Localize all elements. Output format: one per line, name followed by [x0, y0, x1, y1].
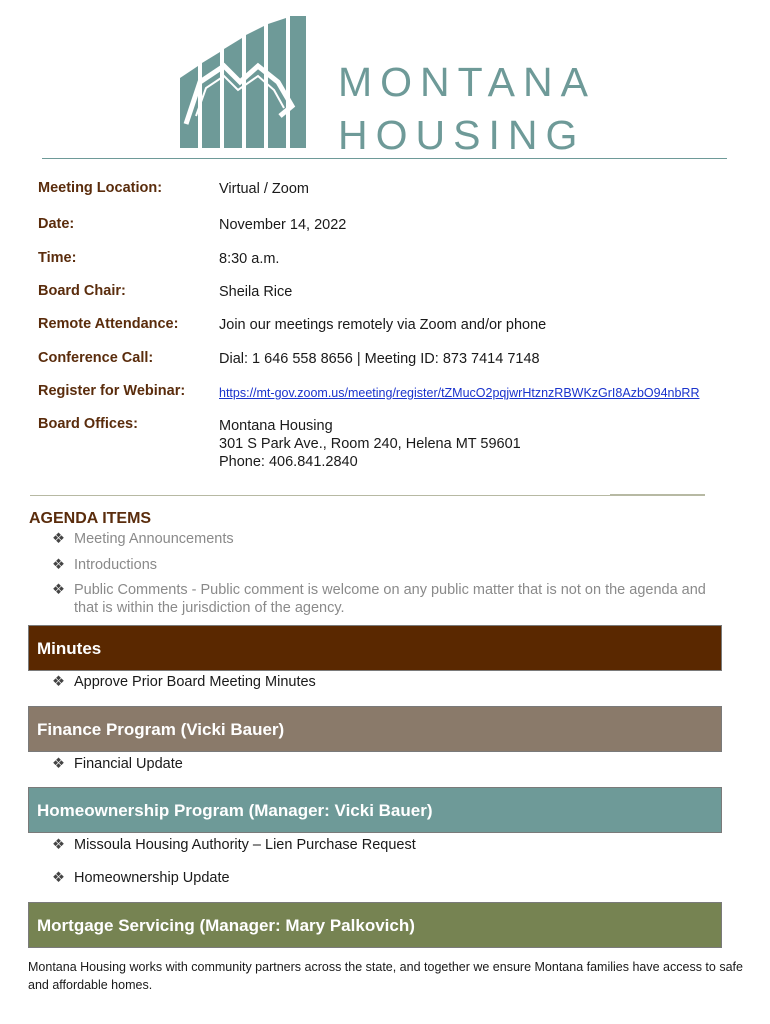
org-name: [338, 56, 596, 162]
agenda-item-text: Meeting Announcements: [74, 531, 234, 547]
time-value: 8:30 a.m.: [219, 251, 280, 267]
agenda-item: [52, 581, 734, 617]
office-name: Montana Housing: [219, 418, 333, 434]
header-divider: [42, 158, 727, 159]
office-street: 301 S Park Ave., Room 240, Helena MT 59601: [219, 436, 521, 452]
section-item-text: Homeownership Update: [74, 870, 230, 886]
diamond-bullet-icon: ❖: [52, 531, 65, 547]
section-header-homeownership: Homeownership Program (Manager: Vicki Bauer): [28, 787, 722, 833]
conference-call-label: Conference Call:: [38, 350, 154, 366]
board-offices-address: [219, 417, 521, 471]
section-item-text: Approve Prior Board Meeting Minutes: [74, 674, 316, 690]
agenda-item-text: Introductions: [74, 557, 158, 573]
diamond-bullet-icon: ❖: [52, 756, 65, 772]
agenda-item-text: Public Comments - Public comment is welcome on any public matter that is not on the agenda and that is within the jurisdiction of the agency.: [74, 582, 706, 616]
section-header-minutes: Minutes: [28, 625, 722, 671]
board-chair-value: Sheila Rice: [219, 284, 293, 300]
agenda-heading: AGENDA ITEMS: [29, 510, 152, 527]
section-item-text: Financial Update: [74, 756, 183, 772]
section-item: [52, 755, 183, 773]
section-item: [52, 836, 416, 854]
board-offices-label: Board Offices:: [38, 416, 138, 432]
footer-mission-statement: Montana Housing works with community partners across the state, and together we ensure Montana families have access to safe and affordable homes.: [28, 960, 743, 992]
section-header-finance: Finance Program (Vicki Bauer): [28, 706, 722, 752]
agenda-item: [52, 530, 234, 548]
org-name-line1: MONTANA: [338, 59, 596, 105]
meeting-location-value: Virtual / Zoom: [219, 181, 309, 197]
diamond-bullet-icon: ❖: [52, 557, 65, 573]
diamond-bullet-icon: ❖: [52, 870, 65, 886]
agenda-item: [52, 556, 157, 574]
diamond-bullet-icon: ❖: [52, 582, 65, 598]
register-webinar-label: Register for Webinar:: [38, 383, 186, 399]
org-name-line2: HOUSING: [338, 112, 586, 158]
section-divider: [30, 495, 705, 496]
montana-housing-logo: [180, 16, 310, 148]
section-header-mortgage-servicing: Mortgage Servicing (Manager: Mary Palkovich): [28, 902, 722, 948]
office-phone: Phone: 406.841.2840: [219, 454, 358, 470]
remote-attendance-label: Remote Attendance:: [38, 316, 179, 332]
board-chair-label: Board Chair:: [38, 283, 126, 299]
conference-call-value: Dial: 1 646 558 8656 | Meeting ID: 873 7414 7148: [219, 351, 540, 367]
section-item-text: Missoula Housing Authority – Lien Purchase Request: [74, 837, 416, 853]
meeting-location-label: Meeting Location:: [38, 180, 163, 196]
diamond-bullet-icon: ❖: [52, 674, 65, 690]
date-label: Date:: [38, 216, 75, 232]
section-item: [52, 869, 230, 887]
section-divider-accent: [610, 494, 705, 496]
webinar-registration-link[interactable]: https://mt-gov.zoom.us/meeting/register/tZMucO2pqjwrHtznzRBWKzGrI8AzbO94nbRR: [219, 386, 700, 400]
time-label: Time:: [38, 250, 77, 266]
date-value: November 14, 2022: [219, 217, 347, 233]
diamond-bullet-icon: ❖: [52, 837, 65, 853]
section-item: [52, 673, 316, 691]
remote-attendance-value: Join our meetings remotely via Zoom and/or phone: [219, 317, 547, 333]
